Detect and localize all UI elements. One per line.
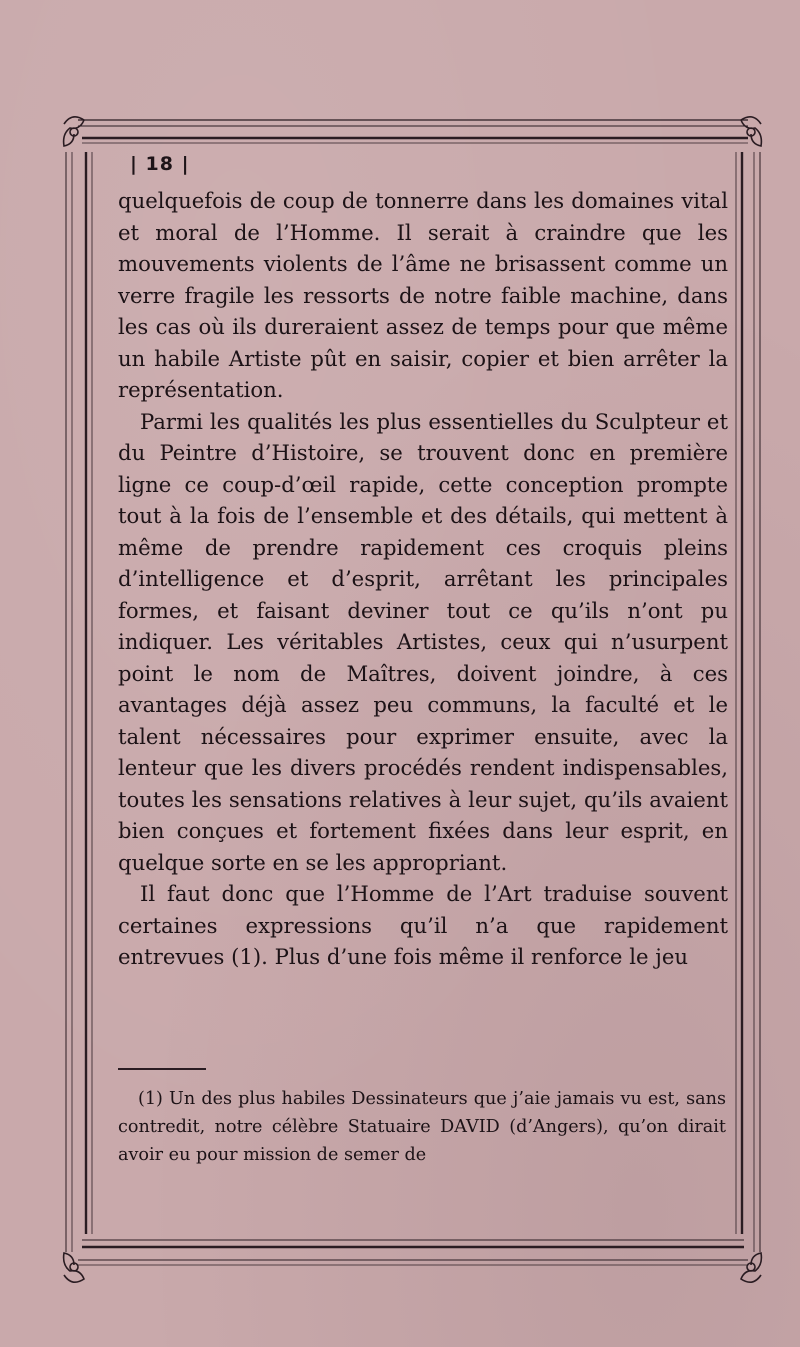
page-number: | 18 | [130,153,190,175]
main-text-block [118,185,728,973]
paragraph-2: Parmi les qualités les plus essentielles du Sculpteur et du Peintre d’Histoire, se trouvent donc en première ligne ce coup-d’œil rapide, cette conception prompte tout à la fois de l’ensemble et des détails, qui mettent à même de prendre rapidement ces croquis pleins d’intelligence et d’esprit, arrêtant les principales formes, et faisant deviner tout ce qu’ils n’ont pu indiquer. Les véritables Artistes, ceux qui n’usurpent point le nom de Maîtres, doivent joindre, à ces avantages déjà assez peu communs, la faculté et le talent nécessaires pour exprimer ensuite, avec la lenteur que les divers procédés rendent indispensables, toutes les sensations relatives à leur sujet, qu’ils avaient bien conçues et fortement fixées dans leur esprit, en quelque sorte en se les appropriant. [118,408,728,875]
paragraph-3: Il faut donc que l’Homme de l’Art traduise souvent certaines expressions qu’il n’a que rapidement entrevues (1). Plus d’une fois même il renforce le jeu [118,881,728,969]
paragraph-1: quelquefois de coup de tonnerre dans les domaines vital et moral de l’Homme. Il serait à craindre que les mouvements violents de l’âme ne brisassent comme un verre fragile les ressorts de notre faible machine, dans les cas où ils dureraient assez de temps pour que même un habile Artiste pût en saisir, copier et bien arrêter la représentation. [118,188,728,402]
footnote-separator [118,1068,206,1070]
footnote: (1) Un des plus habiles Dessinateurs que j’aie jamais vu est, sans contredit, notre célèbre Statuaire DAVID (d’Angers), qu’on dirait avoir eu pour mission de semer de [118,1089,726,1165]
